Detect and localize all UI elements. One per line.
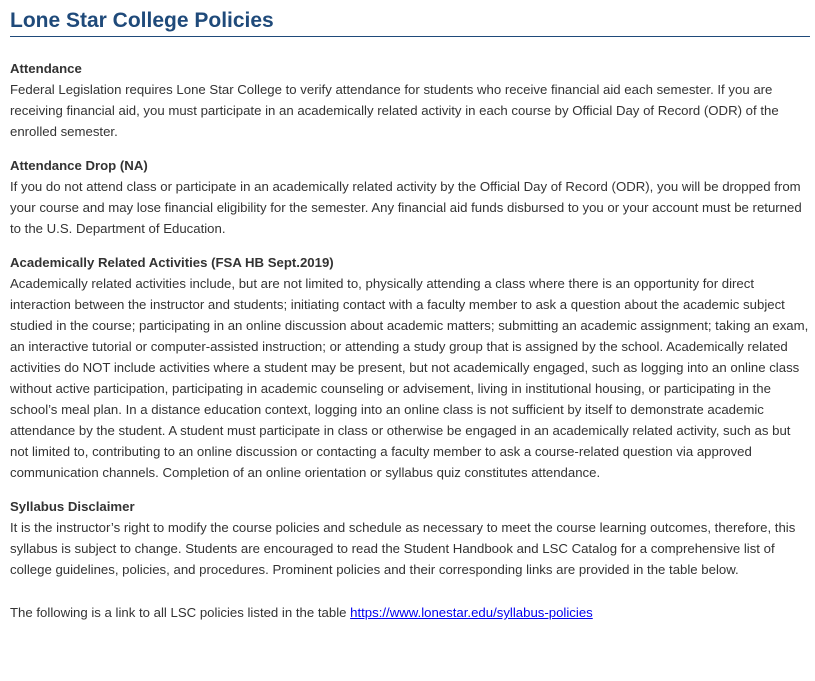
page-title: Lone Star College Policies bbox=[10, 8, 810, 37]
section-body: Academically related activities include, but are not limited to, physically attending a class where there is an opportunity for direct interaction between the instructor and students; initiating contact with a faculty member to ask a question about the academic subject studied in the course; participating in an online discussion about academic matters; submitting an academic assignment; taking an exam, an interactive tutorial or computer-assisted instruction; or attending a study group that is assigned by the school. Academically related activities do NOT include activities where a student may be present, but not academically engaged, such as logging into an online class without active participation, participating in academic counseling or advisement, living in institutional housing, or participating in the school’s meal plan. In a distance education context, logging into an online class is not sufficient by itself to demonstrate academic attendance by the student. A student must participate in class or otherwise be engaged in an academically related activity, such as but not limited to, contributing to an online discussion or contacting a faculty member to ask a course-related question via approved communication channels. Completion of an online orientation or syllabus quiz constitutes attendance. bbox=[10, 276, 809, 480]
section-body: Federal Legislation requires Lone Star College to verify attendance for students who receive financial aid each semester. If you are receiving financial aid, you must participate in an academically related activity in each course by Official Day of Record (ODR) of the enrolled semester. bbox=[10, 82, 779, 139]
section-heading: Attendance Drop (NA) bbox=[10, 158, 148, 173]
section-heading: Attendance bbox=[10, 61, 82, 76]
section-body: If you do not attend class or participate in an academically related activity by the Official Day of Record (ODR), you will be dropped from your course and may lose financial eligibility for the semester. Any financial aid funds disbursed to you or your account must be returned to the U.S. Department of Education. bbox=[10, 179, 802, 236]
section-heading: Academically Related Activities (FSA HB Sept.2019) bbox=[10, 255, 334, 270]
section-body: It is the instructor’s right to modify the course policies and schedule as necessary to meet the course learning outcomes, therefore, this syllabus is subject to change. Students are encouraged to read the Student Handbook and LSC Catalog for a comprehensive list of college guidelines, policies, and procedures. Prominent policies and their corresponding links are provided in the table below. bbox=[10, 520, 796, 577]
syllabus-policies-link[interactable]: https://www.lonestar.edu/syllabus-policies bbox=[350, 605, 593, 620]
attendance-section bbox=[10, 59, 810, 142]
syllabus-disclaimer-section bbox=[10, 497, 810, 580]
policies-link-paragraph bbox=[10, 602, 810, 623]
attendance-drop-section bbox=[10, 156, 810, 239]
academic-activities-section bbox=[10, 253, 810, 483]
link-prefix-text: The following is a link to all LSC policies listed in the table bbox=[10, 605, 351, 620]
section-heading: Syllabus Disclaimer bbox=[10, 499, 135, 514]
